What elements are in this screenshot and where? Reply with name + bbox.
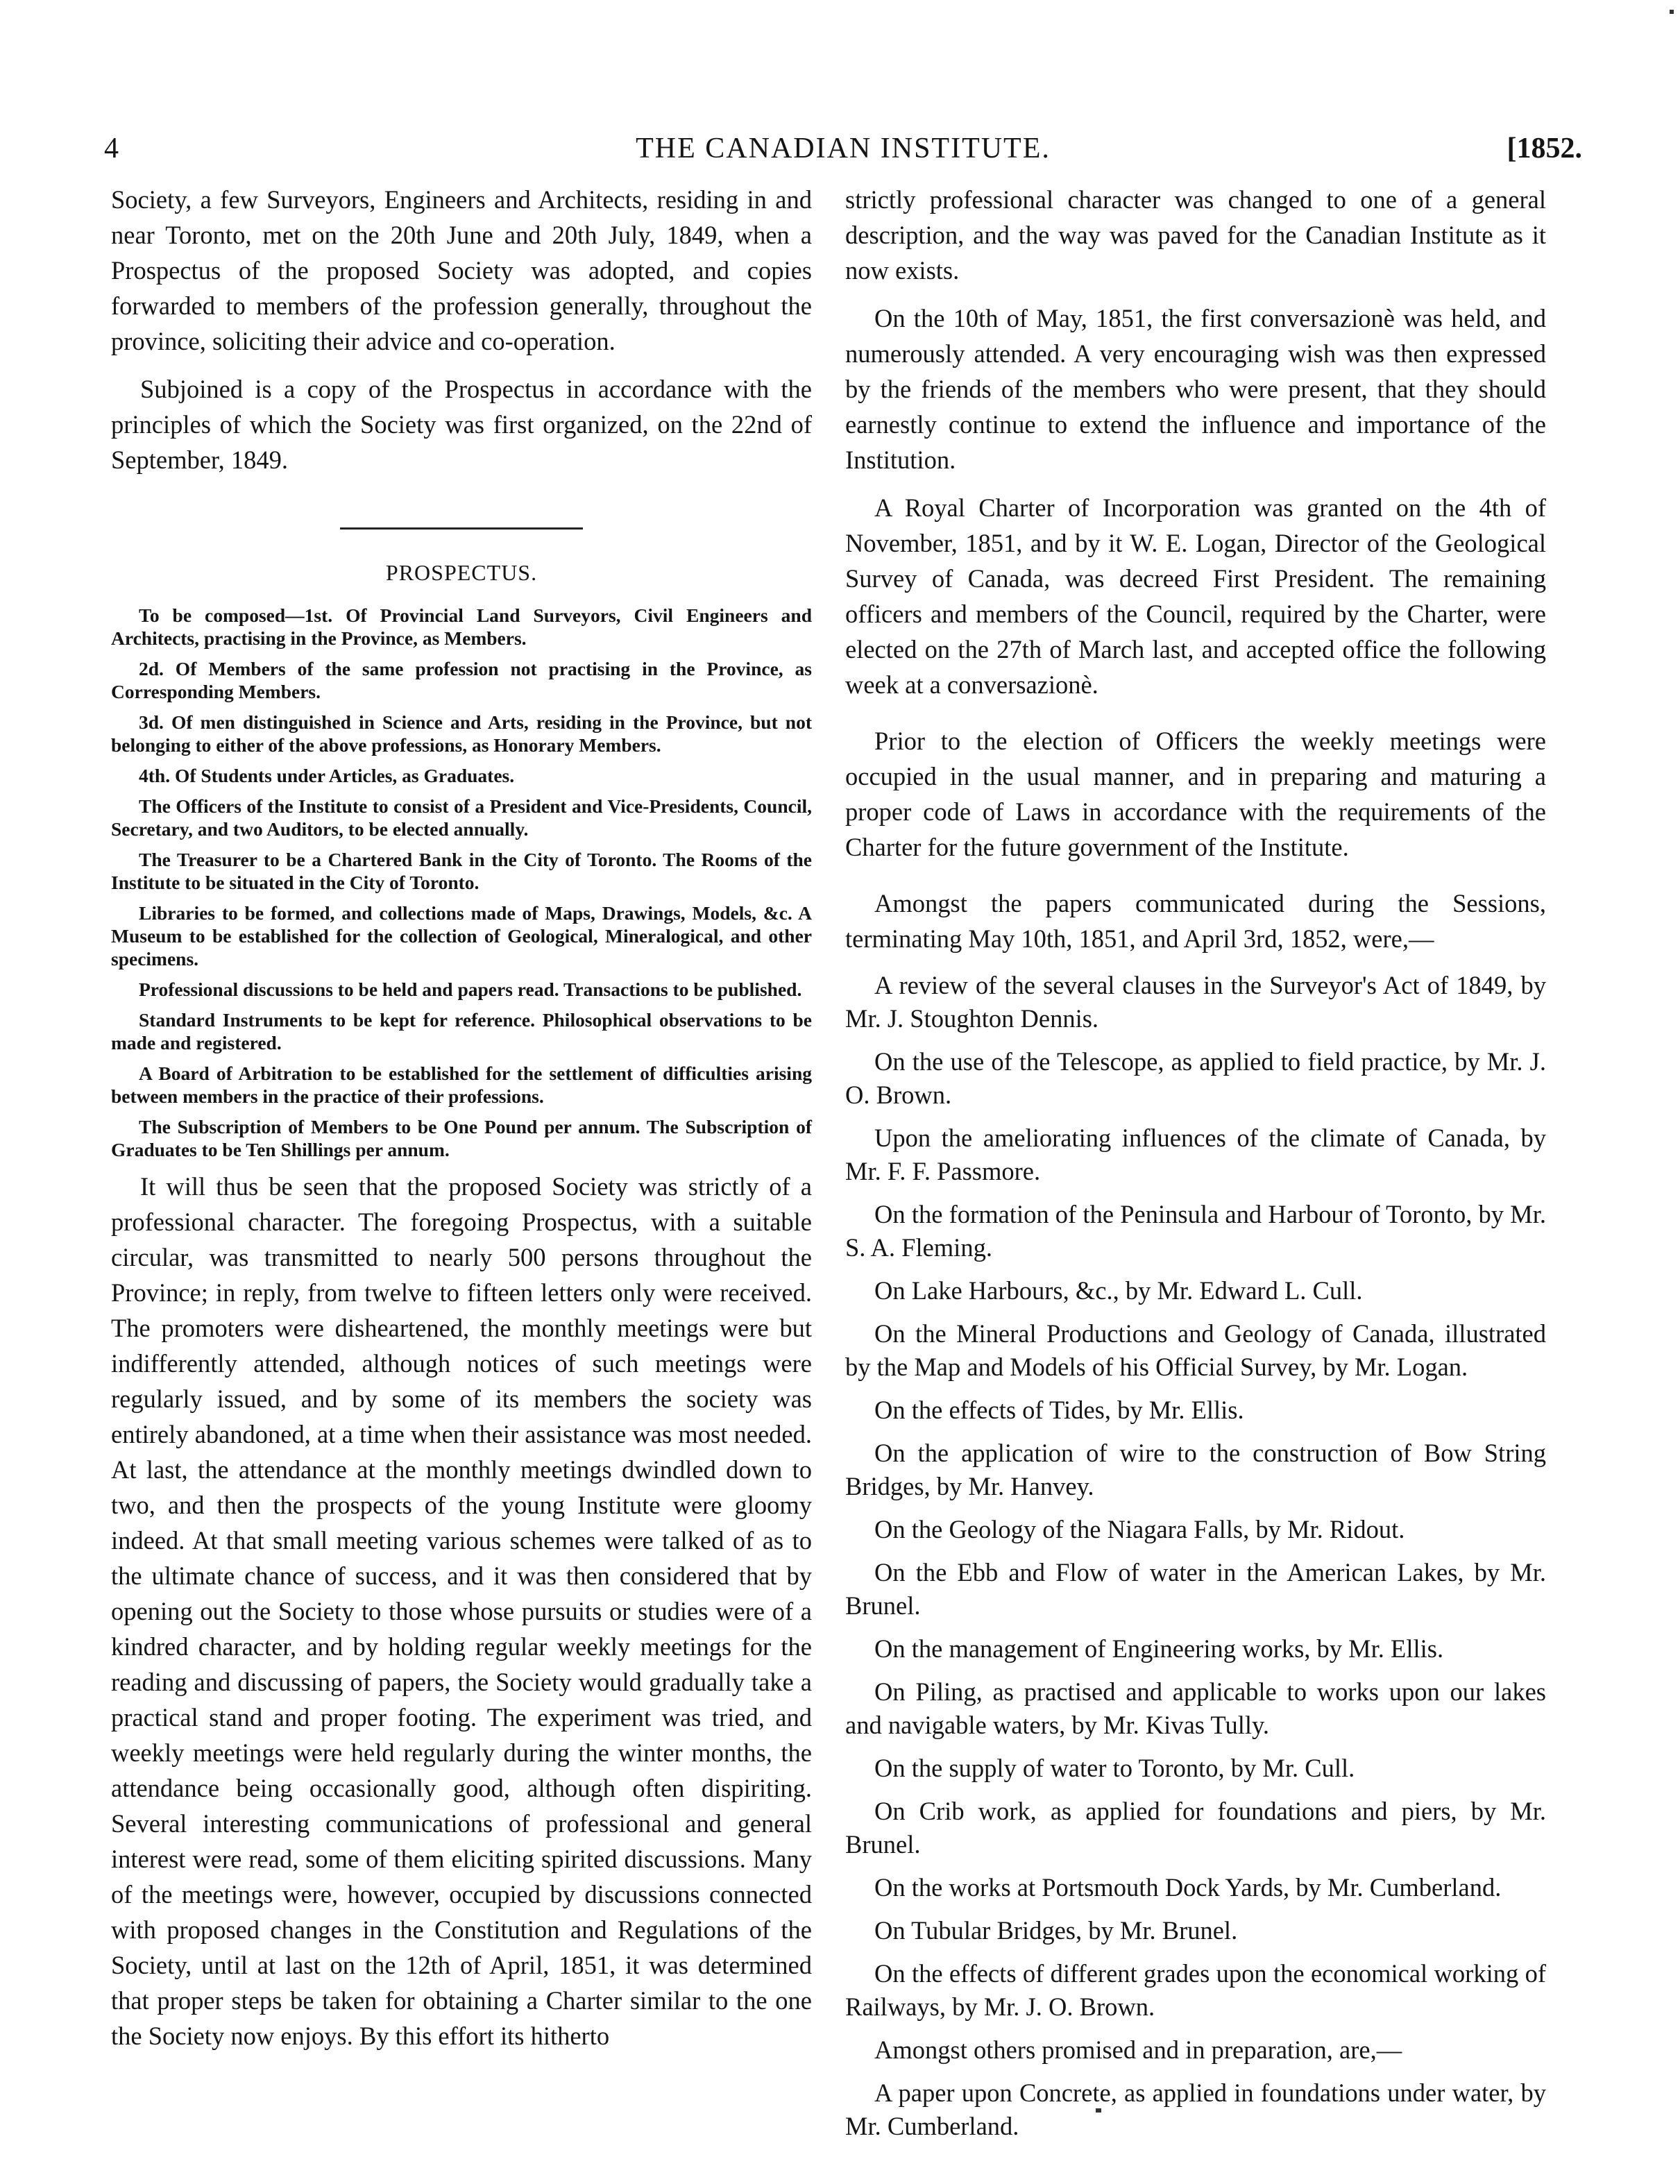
prospectus-clause: The Officers of the Institute to consist of a President and Vice-Presidents, Council, Secretary, and two Auditors, to be elected annually. [111, 795, 812, 840]
paper-list-item: On the Ebb and Flow of water in the American Lakes, by Mr. Brunel. [845, 1558, 1546, 1620]
paper-list-item: On Crib work, as applied for foundations and piers, by Mr. Brunel. [845, 1797, 1546, 1859]
page-number: 4 [104, 133, 119, 164]
paper-list-item: On the supply of water to Toronto, by Mr. Cull. [874, 1754, 1355, 1782]
paper-list-item: On the works at Portsmouth Dock Yards, by Mr. Cumberland. [874, 1873, 1502, 1902]
promised-intro: Amongst others promised and in preparation, are,— [874, 2035, 1402, 2064]
paper-list-item: A review of the several clauses in the Surveyor's Act of 1849, by Mr. J. Stoughton Dennis. [845, 971, 1546, 1033]
paper-list-item: On Lake Harbours, &c., by Mr. Edward L. Cull. [874, 1276, 1363, 1305]
paper-list-item: On the Geology of the Niagara Falls, by Mr. Ridout. [874, 1515, 1405, 1543]
body-paragraph: Amongst the papers communicated during the Sessions, terminating May 10th, 1851, and April 3rd, 1852, were,— [845, 889, 1546, 953]
journal-title: THE CANADIAN INSTITUTE. [636, 133, 1051, 164]
prospectus-clause: 3d. Of men distinguished in Science and Arts, residing in the Province, but not belonging to either of the above professions, as Honorary Members. [111, 711, 812, 756]
page-footer-mark [1096, 2108, 1101, 2113]
paper-list-item: On Tubular Bridges, by Mr. Brunel. [874, 1916, 1238, 1945]
prospectus-clause: The Subscription of Members to be One Pound per annum. The Subscription of Graduates to be Ten Shillings per annum. [111, 1116, 812, 1160]
prospectus-clause: 2d. Of Members of the same profession not practising in the Province, as Corresponding Members. [111, 658, 812, 702]
paper-list-item: On the application of wire to the construction of Bow String Bridges, by Mr. Hanvey. [845, 1439, 1546, 1500]
prospectus-clause: Libraries to be formed, and collections made of Maps, Drawings, Models, &c. A Museum to be established for the collection of Geological, Mineralogical, and other specimens. [111, 902, 812, 970]
paper-list-item: On the effects of different grades upon the economical working of Railways, by Mr. J. O. Brown. [845, 1959, 1546, 2021]
paper-list-item: On the effects of Tides, by Mr. Ellis. [874, 1396, 1244, 1424]
paper-list-item: On the Mineral Productions and Geology of Canada, illustrated by the Map and Models of his Official Survey, by Mr. Logan. [845, 1319, 1546, 1381]
intro-paragraph: Society, a few Surveyors, Engineers and Architects, residing in and near Toronto, met on the 20th June and 20th July, 1849, when a Prospectus of the proposed Society was adopted, and copies forwarded to members of the profession generally, throughout the province, soliciting their advice and co-operation. [111, 185, 812, 355]
prospectus-clause: To be composed—1st. Of Provincial Land Surveyors, Civil Engineers and Architects, practising in the Province, as Members. [111, 604, 812, 649]
section-divider [340, 527, 583, 530]
prospectus-clause: 4th. Of Students under Articles, as Graduates. [139, 765, 515, 786]
prospectus-clause: Standard Instruments to be kept for reference. Philosophical observations to be made and registered. [111, 1009, 812, 1053]
scan-speck [1670, 10, 1674, 14]
prospectus-heading: PROSPECTUS. [385, 560, 538, 585]
prospectus-clause: A Board of Arbitration to be established for the settlement of difficulties arising between members in the practice of their professions. [111, 1063, 812, 1107]
paper-list-item: On the management of Engineering works, by Mr. Ellis. [874, 1634, 1444, 1663]
paper-list-item: On Piling, as practised and applicable to works upon our lakes and navigable waters, by Mr. Kivas Tully. [845, 1677, 1546, 1739]
promised-list-item: A paper upon Concrete, as applied in foundations under water, by Mr. Cumberland. [845, 2079, 1546, 2140]
paper-list-item: On the use of the Telescope, as applied to field practice, by Mr. J. O. Brown. [845, 1047, 1546, 1109]
prospectus-clause: Professional discussions to be held and papers read. Transactions to be published. [139, 979, 802, 1000]
paper-list-item: Upon the ameliorating influences of the climate of Canada, by Mr. F. F. Passmore. [845, 1124, 1546, 1185]
running-header [104, 128, 1582, 169]
body-paragraph: On the 10th of May, 1851, the first conversazionè was held, and numerously attended. A very encouraging wish was then expressed by the friends of the members who were present, that they should earnestly continue to extend the influence and importance of the Institution. [845, 304, 1546, 474]
left-column [111, 182, 812, 2066]
body-paragraph: Prior to the election of Officers the weekly meetings were occupied in the usual manner, and in preparing and maturing a proper code of Laws in accordance with the requirements of the Charter for the future government of the Institute. [845, 727, 1546, 861]
body-paragraph: strictly professional character was changed to one of a general description, and the way was paved for the Canadian Institute as it now exists. [845, 185, 1546, 285]
header-year: [1852. [1507, 133, 1582, 164]
narrative-paragraph: It will thus be seen that the proposed Society was strictly of a professional character. The foregoing Prospectus, with a suitable circular, was transmitted to nearly 500 persons throughout the Province; in reply, from twelve to fifteen letters only were received. The promoters were disheartened, the monthly meetings were but indifferently attended, although notices of such meetings were regularly issued, and by some of its members the society was entirely abandoned, at a time when their assistance was most needed. At last, the attendance at the monthly meetings dwindled down to two, and then the prospects of the young Institute were gloomy indeed. At that small meeting various schemes were talked of as to the ultimate chance of success, and it was then considered that by opening out the Society to those whose pursuits or studies were of a kindred character, and by holding regular weekly meetings for the reading and discussing of papers, the Society would gradually take a practical stand and proper footing. The experiment was tried, and weekly meetings were held regularly during the winter months, the attendance being occasionally good, although often dispiriting. Several interesting communications of professional and general interest were read, some of them eliciting spirited discussions. Many of the meetings were, however, occupied by discussions connected with proposed changes in the Constitution and Regulations of the Society, until at last on the 12th of April, 1851, it was determined that proper steps be taken for obtaining a Charter similar to the one the Society now enjoys. By this effort its hitherto [111, 1172, 812, 2050]
body-paragraph: A Royal Charter of Incorporation was granted on the 4th of November, 1851, and by it W. E. Logan, Director of the Geological Survey of Canada, was decreed First President. The remaining officers and members of the Council, required by the Charter, were elected on the 27th of March last, and accepted office the following week at a conversazionè. [845, 493, 1546, 699]
paper-list-item: On the formation of the Peninsula and Harbour of Toronto, by Mr. S. A. Fleming. [845, 1200, 1546, 1262]
right-column [845, 182, 1546, 2153]
prospectus-clause: The Treasurer to be a Chartered Bank in the City of Toronto. The Rooms of the Institute to be situated in the City of Toronto. [111, 849, 812, 893]
intro-paragraph: Subjoined is a copy of the Prospectus in accordance with the principles of which the Society was first organized, on the 22nd of September, 1849. [111, 375, 812, 474]
